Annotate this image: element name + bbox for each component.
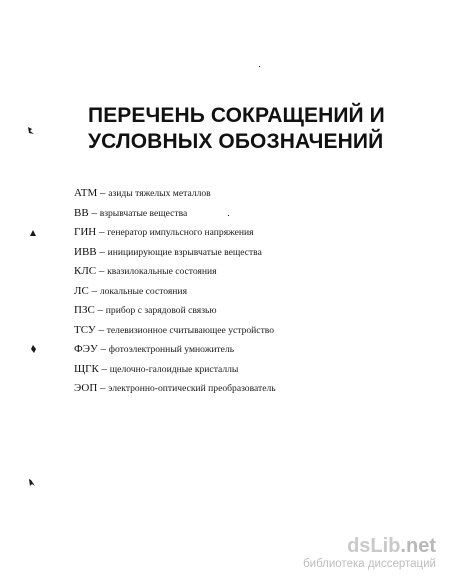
- abbreviation-definition: инициирующие взрывчатые вещества: [107, 246, 262, 258]
- abbreviation-item: [74, 243, 404, 263]
- abbreviation-item: [74, 301, 404, 321]
- abbreviation-definition: щелочно-галоидные кристаллы: [109, 363, 239, 375]
- abbreviation-item: [74, 379, 404, 399]
- watermark: [303, 535, 436, 571]
- abbreviation-definition: локальные состояния: [99, 285, 187, 297]
- abbreviation-term: ГИН: [74, 226, 97, 238]
- scan-mark: [28, 229, 38, 239]
- page-title: [88, 103, 418, 155]
- watermark-logo-name: dsLib: [347, 535, 401, 557]
- abbreviation-dash: –: [88, 206, 100, 219]
- watermark-subtitle: библиотека диссертаций: [303, 558, 436, 570]
- abbreviation-dash: –: [96, 245, 108, 258]
- abbreviation-item: [74, 360, 404, 380]
- abbreviation-definition: азиды тяжелых металлов: [108, 188, 211, 199]
- abbreviation-item: [74, 223, 404, 243]
- abbreviation-item: [74, 321, 404, 341]
- scan-speck: [259, 66, 260, 67]
- abbreviation-term: ATM: [74, 187, 98, 199]
- abbreviation-term: ВВ: [74, 206, 89, 219]
- abbreviation-definition: прибор с зарядовой связью: [105, 305, 217, 316]
- page-title-line-2: УСЛОВНЫХ ОБОЗНАЧЕНИЙ: [88, 130, 384, 153]
- abbreviation-dash: –: [97, 343, 109, 355]
- abbreviation-item: [74, 340, 404, 360]
- abbreviation-dash: –: [96, 226, 108, 238]
- abbreviation-dash: –: [98, 362, 110, 375]
- scan-speck: [228, 215, 229, 216]
- abbreviation-item: [74, 282, 404, 302]
- abbreviation-dash: –: [97, 187, 109, 199]
- abbreviation-dash: –: [97, 382, 109, 394]
- abbreviation-definition: квазилокальные состояния: [107, 266, 217, 277]
- abbreviation-term: ТСУ: [74, 323, 96, 336]
- abbreviation-term: ИВВ: [74, 245, 97, 258]
- abbreviation-definition: взрывчатые вещества: [99, 207, 188, 219]
- abbreviation-list: [74, 184, 404, 399]
- scan-mark: [29, 344, 39, 354]
- abbreviation-dash: –: [94, 304, 106, 316]
- abbreviation-term: ЩГК: [74, 362, 99, 375]
- abbreviation-dash: –: [96, 265, 108, 277]
- abbreviation-definition: электронно-оптический преобразователь: [108, 383, 276, 394]
- abbreviation-item: [74, 262, 404, 282]
- abbreviation-term: ЭОП: [74, 382, 98, 394]
- abbreviation-definition: телевизионное считывающее устройство: [106, 324, 275, 336]
- scan-mark: [27, 478, 37, 488]
- watermark-logo: [303, 535, 436, 557]
- abbreviation-definition: генератор импульсного напряжения: [107, 227, 254, 238]
- abbreviation-dash: –: [95, 323, 107, 336]
- abbreviation-item: [74, 204, 404, 224]
- abbreviation-term: ЛС: [74, 284, 89, 297]
- abbreviation-term: ФЭУ: [74, 343, 98, 355]
- abbreviation-term: ПЗС: [74, 304, 95, 316]
- abbreviation-item: [74, 184, 404, 204]
- abbreviation-definition: фотоэлектронный умножитель: [108, 344, 235, 355]
- page-title-line-1: ПЕРЕЧЕНЬ СОКРАЩЕНИЙ И: [88, 104, 385, 127]
- abbreviation-dash: –: [88, 284, 100, 297]
- abbreviation-term: КЛС: [74, 265, 97, 277]
- scan-mark: [26, 126, 36, 136]
- watermark-logo-domain: .net: [400, 535, 436, 557]
